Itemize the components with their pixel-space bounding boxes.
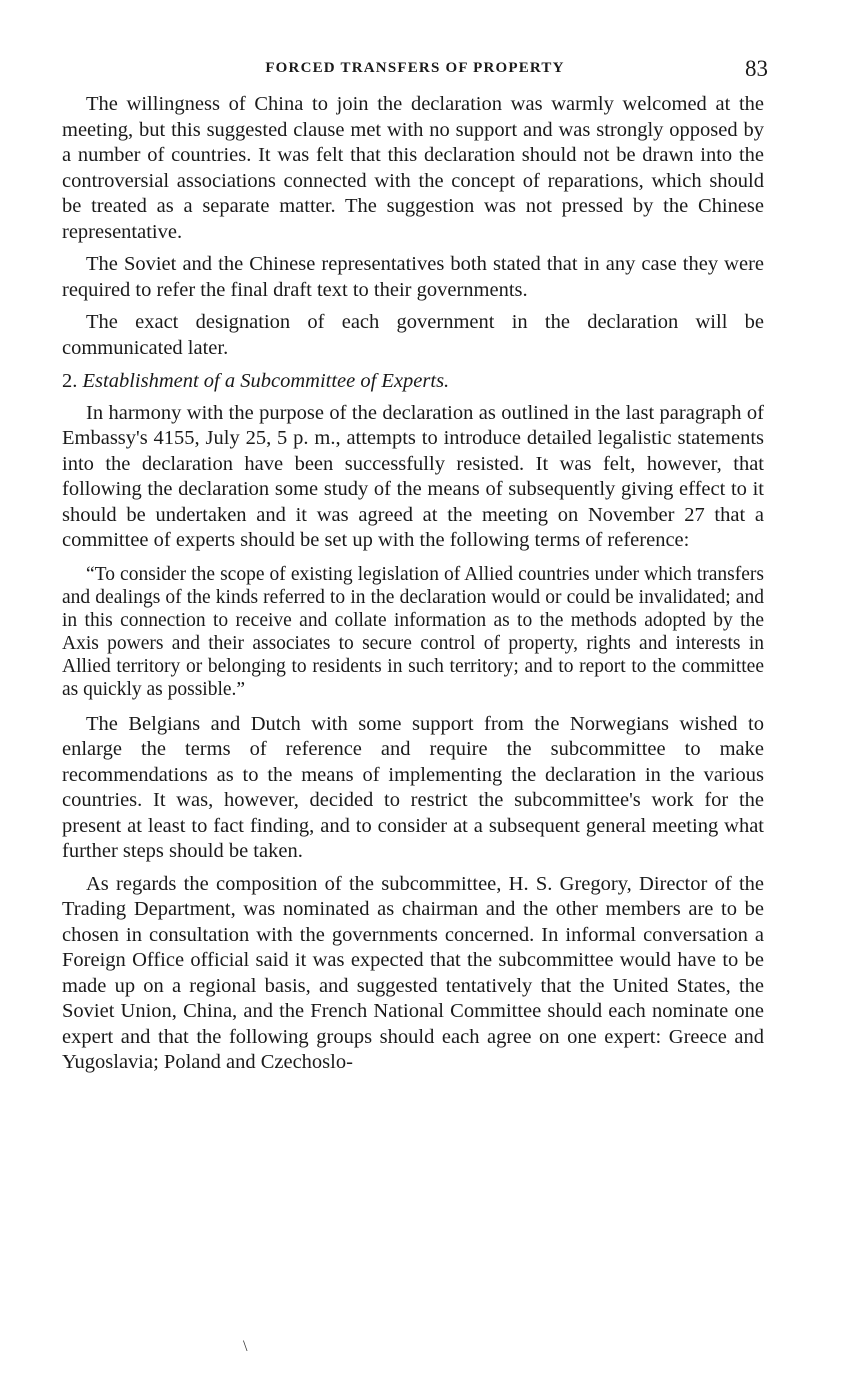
paragraph-composition: As regards the composition of the subcommittee, H. S. Gregory, Director of the Trading Department, was nominated as chairman and the other members are to be chosen in consultation with the governments concerned. In informal conversation a Foreign Office official said it was expected that the subcommittee would have to be made up on a regional basis, and suggested tentatively that the United States, the Soviet Union, China, and the French National Committee should each nominate one expert and that the following groups should each agree on one expert: Greece and Yugoslavia; Poland and Czechoslo- xyxy=(62,872,764,1073)
section-number: 2. xyxy=(62,370,78,392)
paragraph-designation: The exact designation of each government in the declaration will be communicated later. xyxy=(62,311,764,359)
paragraph-refer-draft: The Soviet and the Chinese representatives both stated that in any case they were required to refer the final draft text to their governments. xyxy=(62,253,764,301)
section-title: Establishment of a Subcommittee of Experts. xyxy=(82,370,450,392)
running-head-title: FORCED TRANSFERS OF PROPERTY xyxy=(265,60,565,76)
page-number: 83 xyxy=(745,56,768,81)
paragraph-china-clause: The willingness of China to join the declaration was warmly welcomed at the meeting, but this suggested clause met with no support and was strongly opposed by a number of countries. It was felt that this declaration should not be drawn into the controversial associations connected with the concept of reparations, which should be treated as a separate matter. The suggestion was not pressed by the Chinese representative. xyxy=(62,93,764,243)
body-text xyxy=(62,92,764,1083)
running-head xyxy=(62,56,768,84)
stray-mark: \ xyxy=(243,1338,248,1355)
paragraph-belgians-dutch: The Belgians and Dutch with some support from the Norwegians wished to enlarge the terms of reference and require the subcommittee to make recommendations as to the means of implementing the declaration in the various countries. It was, however, decided to restrict the subcommittee's work for the present at least to fact finding, and to consider at a subsequent general meeting what further steps should be taken. xyxy=(62,712,764,862)
terms-of-reference-quote: “To consider the scope of existing legislation of Allied countries under which transfers and dealings of the kinds referred to in the declaration would or could be invalidated; and in this connection to receive and collate information as to the methods adopted by the Axis powers and their associates to secure control of property, rights and interests in Allied territory or belonging to residents in such territory; and to report to the committee as quickly as possible.” xyxy=(62,563,764,700)
paragraph-harmony: In harmony with the purpose of the declaration as outlined in the last paragraph of Embassy's 4155, July 25, 5 p. m., attempts to introduce detailed legalistic statements into the declaration have been successfully resisted. It was felt, however, that following the declaration some study of the means of subsequently giving effect to it should be undertaken and it was agreed at the meeting on November 27 that a committee of experts should be set up with the following terms of reference: xyxy=(62,401,764,551)
section-heading xyxy=(62,369,764,395)
